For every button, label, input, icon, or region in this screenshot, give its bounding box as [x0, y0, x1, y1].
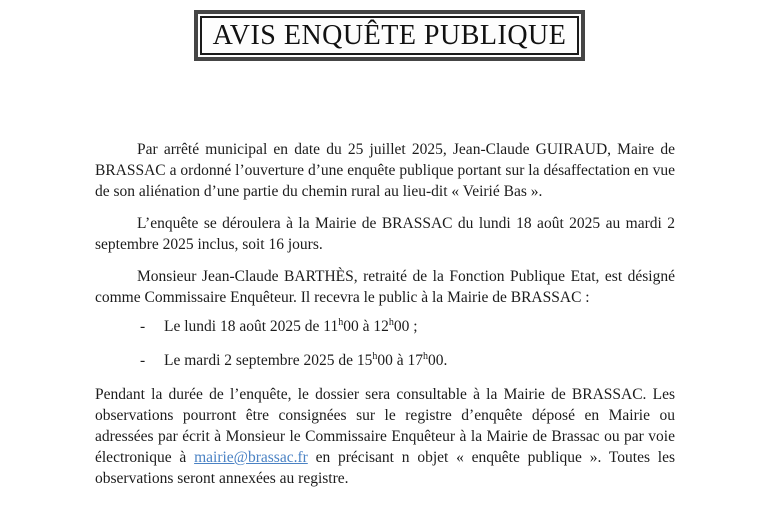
bullet-dash: -: [140, 318, 146, 335]
superscript-hour: h: [372, 350, 378, 362]
schedule-text-part: 00 à 17: [377, 352, 423, 369]
superscript-hour: h: [388, 316, 394, 328]
schedule-text-part: 00 à 12: [343, 318, 389, 335]
schedule-text-part: 00.: [427, 352, 448, 369]
schedule-text-part: Le lundi 18 août 2025 de 11: [164, 318, 339, 335]
schedule-item-text: [164, 316, 675, 337]
paragraph-commissaire-enqueteur: Monsieur Jean-Claude BARTHÈS, retraité de la Fonction Publique Etat, est désigné comme Commissaire Enquêteur. Il recevra le public à la Mairie de BRASSAC :: [95, 268, 675, 306]
notice-title-frame: [194, 10, 585, 61]
paragraph-periode-enquete: L’enquête se déroulera à la Mairie de BRASSAC du lundi 18 août 2025 au mardi 2 septembre 2025 inclus, soit 16 jours.: [95, 215, 675, 253]
notice-title: AVIS ENQUÊTE PUBLIQUE: [200, 16, 579, 55]
email-link[interactable]: mairie@brassac.fr: [194, 449, 308, 466]
schedule-item-text: [164, 350, 675, 371]
bullet-dash: -: [140, 352, 146, 369]
paragraph-arrete-municipal: Par arrêté municipal en date du 25 juillet 2025, Jean-Claude GUIRAUD, Maire de BRASSAC a ordonné l’ouverture d’une enquête publique portant sur la désaffectation en vue de son aliénation d’une partie du chemin rural au lieu-dit « Veirié Bas ».: [95, 141, 675, 200]
schedule-item-mardi: [140, 350, 675, 371]
superscript-hour: h: [422, 350, 428, 362]
schedule-item-lundi: [140, 316, 675, 337]
schedule-text-part: 00 ;: [393, 318, 418, 335]
schedule-text-part: Le mardi 2 septembre 2025 de 15: [164, 352, 373, 369]
superscript-hour: h: [338, 316, 344, 328]
notice-body: [95, 139, 675, 500]
paragraph-observations: [95, 384, 675, 489]
observations-text-before: Pendant la durée de l’enquête, le dossier sera consultable à la Mairie de BRASSAC. Les observations pourront être consignées sur le registre d’enquête déposé en Mairie ou adressées par écrit à Monsieur le Commissaire Enquêteur à la Mairie de Brassac ou par voie électronique à: [95, 386, 675, 466]
schedule-list: [95, 316, 675, 371]
observations-text-after: en précisant n objet « enquête publique ». Toutes les observations seront annexées au registre.: [95, 449, 675, 487]
